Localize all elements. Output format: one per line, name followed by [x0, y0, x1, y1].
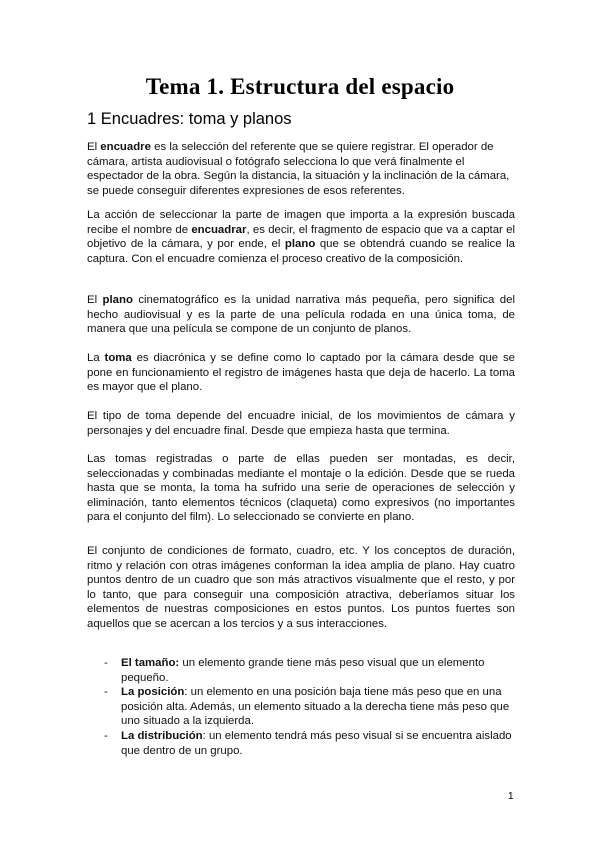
bold-term: encuadre — [100, 141, 151, 153]
list-item — [87, 685, 515, 729]
paragraph-toma — [87, 351, 515, 395]
list-item — [87, 729, 515, 758]
list-item-text: : un elemento tendrá más peso visual si se encuentra aislado que dentro de un grupo. — [121, 729, 512, 757]
list-dash: - — [104, 686, 108, 699]
list-dash: - — [104, 729, 108, 742]
list-item-text: un elemento grande tiene más peso visual que un elemento pequeño. — [121, 657, 485, 684]
list-item — [87, 656, 515, 685]
paragraph-tipo-de-toma: El tipo de toma depende del encuadre inicial, de los movimientos de cámara y personajes y del encuadre final. Desde que empieza hasta que termina. — [87, 410, 515, 437]
list-item-term: La distribución — [121, 729, 203, 742]
bold-term: encuadrar — [191, 223, 247, 236]
text-run: El — [87, 141, 101, 153]
paragraph-plano — [87, 293, 515, 337]
list-dash: - — [104, 657, 108, 669]
page-title: Tema 1. Estructura del espacio — [145, 74, 455, 99]
bold-term: plano — [284, 238, 316, 251]
bold-term: plano — [102, 294, 133, 306]
bold-term: toma — [104, 352, 132, 364]
list-item-term: La posición — [121, 686, 185, 699]
text-run: es la selección del referente que se quiere registrar. El operador de cámara, artista audiovisual o fotógrafo selecciona lo que verá finalmente el espectador de la obra. Según la distancia, la situación y la inclinación de la cámara, se puede conseguir diferentes expresiones de esos referentes. — [87, 141, 510, 197]
text-run: que se obtendrá cuando se realice la captura. Con el encuadre comienza el proceso creativo de la composición. — [87, 238, 515, 265]
paragraph-tomas-registradas: Las tomas registradas o parte de ellas pueden ser montadas, es decir, seleccionadas y combinadas mediante el montaje o la edición. Desde que se rueda hasta que se monta, la toma ha sufrido una serie de operaciones de selección y eliminación, tanto elementos técnicos (claqueta) como expresivos (no importantes para el conjunto del film). Lo seleccionado se convierte en plano. — [87, 453, 515, 524]
weight-factors-list — [87, 656, 515, 758]
text-run: La — [87, 352, 105, 364]
text-run: , es decir, el fragmento de espacio que va a captar el objetivo de la cámara, y por ende, el — [87, 223, 515, 251]
text-run: El — [87, 294, 103, 306]
text-run: La acción de seleccionar la parte de imagen que importa a la expresión buscada recibe el nombre de — [87, 209, 515, 236]
text-run: es diacrónica y se define como lo captado por la cámara desde que se pone en funcionamiento el registro de imágenes hasta que deja de hacerlo. La toma es mayor que el plano. — [87, 352, 515, 394]
page-number: 1 — [508, 791, 514, 802]
paragraph-encuadrar — [87, 208, 515, 266]
text-run: cinematográfico es la unidad narrativa más pequeña, pero significa del hecho audiovisual y es la parte de una película rodada en una única toma, de manera que una película se compone de un conjunto de planos. — [87, 294, 516, 336]
paragraph-encuadre — [87, 140, 515, 198]
paragraph-conjunto-condiciones: El conjunto de condiciones de formato, cuadro, etc. Y los conceptos de duración, ritmo y relación con otras imágenes conforman la idea amplia de plano. Hay cuatro puntos dentro de un cuadro que son más atractivos visualmente que el resto, y por lo tanto, que para conseguir una composición atractiva, deberíamos situar los elementos de nuestras composiciones en estos puntos. Los puntos fuertes son aquellos que se acercan a los tercios y a sus interacciones. — [87, 545, 515, 630]
section-heading: 1 Encuadres: toma y planos — [87, 110, 292, 128]
list-item-term: El tamaño: — [121, 657, 180, 669]
list-item-text: : un elemento en una posición baja tiene más peso que en una posición alta. Además, un elemento situado a la derecha tiene más peso que uno situado a la izquierda. — [121, 686, 510, 728]
